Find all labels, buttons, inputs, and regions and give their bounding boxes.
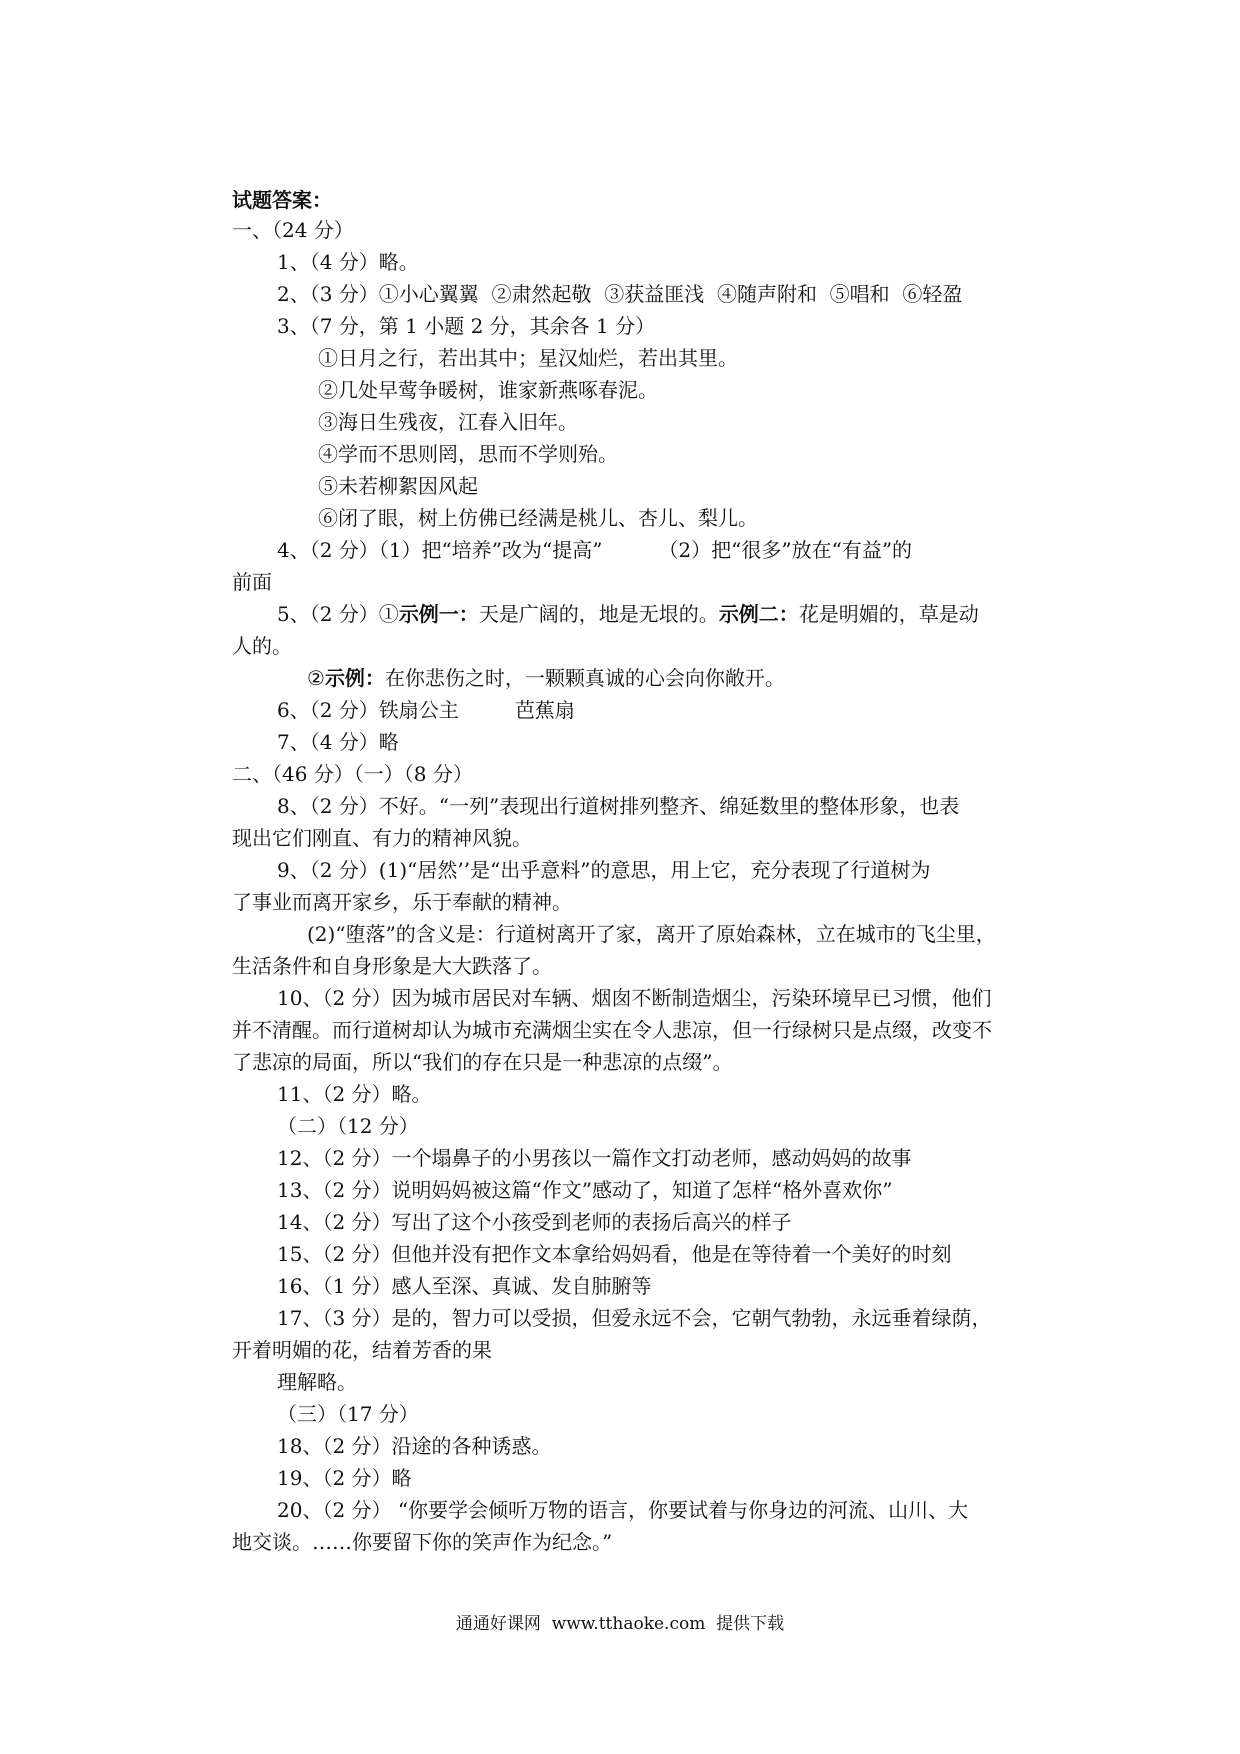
answer-q4-part-1: 4、（2 分）（1）把“培养”改为“提高” [277,538,603,562]
answer-q5-text-1: 5、（2 分）① [277,602,399,626]
answer-q13: 13、（2 分）说明妈妈被这篇“作文”感动了，知道了怎样“格外喜欢你” [277,1178,893,1202]
answer-q6-part-2: 芭蕉扇 [514,698,575,722]
answer-q5-example-1-label: 示例一： [398,602,479,626]
answer-q6-part-1: 6、（2 分）铁扇公主 [277,698,459,722]
answer-q9-line-2: 了事业而离开家乡，乐于奉献的精神。 [232,890,572,914]
answer-q3-item-5: ⑤未若柳絮因风起 [318,474,478,498]
page-footer: 通通好课网 www.tthaoke.com 提供下载 [455,1614,785,1634]
answer-q9-line-4: 生活条件和自身形象是大大跌落了。 [232,954,552,978]
answer-q20-line-2: 地交谈。……你要留下你的笑声作为纪念。” [232,1530,613,1554]
answer-q5-sub-2-mark: ② [307,666,325,690]
subsection-two-heading: （二）（12 分） [277,1114,419,1138]
answer-q5-line-2: 人的。 [232,634,292,658]
answer-q10-line-1: 10、（2 分）因为城市居民对车辆、烟囱不断制造烟尘，污染环境早已习惯，他们 [277,986,992,1010]
answer-q5-line-1 [277,600,1107,628]
answer-q17-line-3: 理解略。 [277,1370,357,1394]
answer-q16: 16、（1 分）感人至深、真诚、发自肺腑等 [277,1274,652,1298]
answer-q9-line-3: (2)“堕落”的含义是：行道树离开了家，离开了原始森林，立在城市的飞尘里， [307,922,996,946]
answer-q3-item-6: ⑥闭了眼，树上仿佛已经满是桃儿、杏儿、梨儿。 [318,506,758,530]
answer-q10-line-2: 并不清醒。而行道树却认为城市充满烟尘实在令人悲凉，但一行绿树只是点缀，改变不 [232,1018,992,1042]
answer-q7: 7、（4 分）略 [277,730,399,754]
answer-q3-item-3: ③海日生残夜，江春入旧年。 [318,410,578,434]
answer-q6 [277,696,1107,724]
answer-q19: 19、（2 分）略 [277,1466,412,1490]
answer-q5-sample-label: 示例： [324,666,385,690]
answer-q18: 18、（2 分）沿途的各种诱惑。 [277,1434,552,1458]
page-title: 试题答案： [232,188,332,212]
answer-q3: 3、（7 分，第 1 小题 2 分，其余各 1 分） [277,314,656,338]
answer-q5-example-2-label: 示例二： [718,602,799,626]
answer-q11: 11、（2 分）略。 [277,1082,432,1106]
answer-q5-text-3: 花是明媚的，草是动 [798,602,979,626]
answer-q3-item-2: ②几处早莺争暖树，谁家新燕啄春泥。 [318,378,658,402]
answer-q12: 12、（2 分）一个塌鼻子的小男孩以一篇作文打动老师，感动妈妈的故事 [277,1146,912,1170]
answer-q4-line-2: 前面 [232,570,272,594]
answer-q14: 14、（2 分）写出了这个小孩受到老师的表扬后高兴的样子 [277,1210,792,1234]
section-two-heading: 二、（46 分）（一）（8 分） [232,762,473,786]
subsection-three-heading: （三）（17 分） [277,1402,419,1426]
section-one-heading: 一、（24 分） [232,218,354,242]
answer-q15: 15、（2 分）但他并没有把作文本拿给妈妈看，他是在等待着一个美好的时刻 [277,1242,952,1266]
answer-q3-item-4: ④学而不思则罔，思而不学则殆。 [318,442,618,466]
answer-q17-line-1: 17、（3 分）是的，智力可以受损，但爱永远不会，它朝气勃勃，永远垂着绿荫， [277,1306,992,1330]
answer-q3-item-1: ①日月之行，若出其中；星汉灿烂，若出其里。 [318,346,738,370]
answer-q4-line-1 [277,536,1062,564]
answer-q17-line-2: 开着明媚的花，结着芳香的果 [232,1338,492,1362]
answer-q10-line-3: 了悲凉的局面，所以“我们的存在只是一种悲凉的点缀”。 [232,1050,733,1074]
answer-q2: 2、（3 分）①小心翼翼 ②肃然起敬 ③获益匪浅 ④随声附和 ⑤唱和 ⑥轻盈 [277,282,963,306]
answer-q5-text-2: 天是广阔的，地是无垠的。 [478,602,719,626]
answer-q4-part-2: （2）把“很多”放在“有益”的 [658,538,913,562]
answer-q20-line-1: 20、（2 分） “你要学会倾听万物的语言，你要试着与你身边的河流、山川、大 [277,1498,969,1522]
answer-q8-line-2: 现出它们刚直、有力的精神风貌。 [232,826,532,850]
answer-q1: 1、（4 分）略。 [277,250,419,274]
answer-q8-line-1: 8、（2 分）不好。“一列”表现出行道树排列整齐、绵延数里的整体形象，也表 [277,794,960,818]
answer-q5-sample-text: 在你悲伤之时，一颗颗真诚的心会向你敞开。 [384,666,785,690]
answer-q5-line-3 [307,664,1137,692]
answer-q9-line-1: 9、（2 分）(1)“居然’’是“出乎意料”的意思，用上它，充分表现了行道树为 [277,858,931,882]
